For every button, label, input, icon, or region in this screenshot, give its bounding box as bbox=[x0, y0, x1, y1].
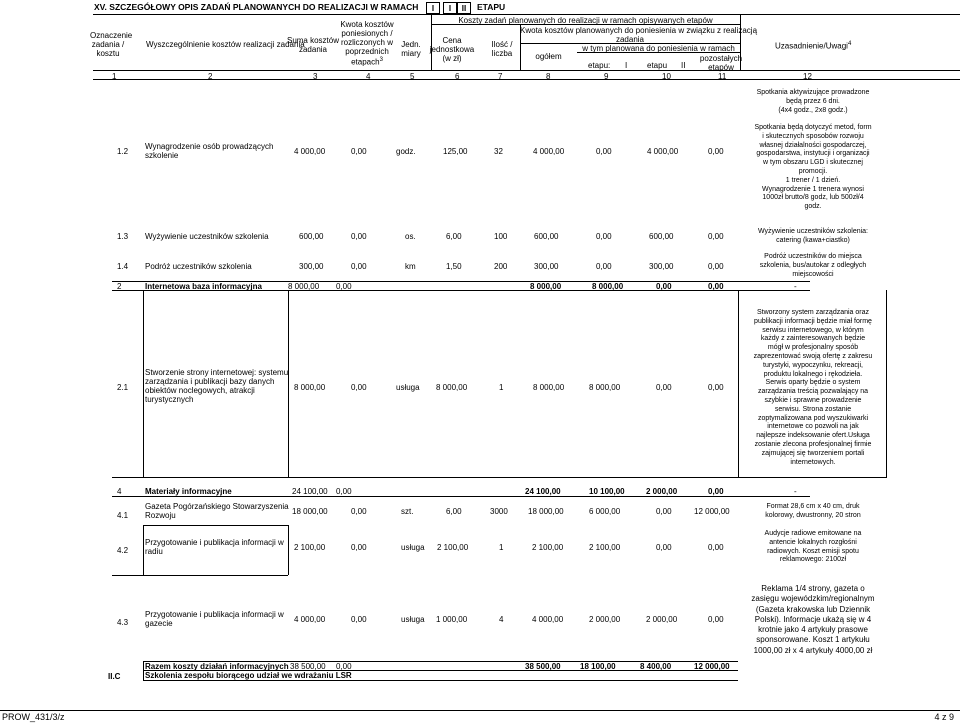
stage-box-3: II bbox=[457, 2, 471, 14]
footer-rule bbox=[0, 710, 960, 711]
row-2-1-kwota: 0,00 bbox=[351, 383, 367, 392]
razem-desc: Razem koszty działań informacyjnych bbox=[145, 662, 289, 671]
row-1-3-cena: 6,00 bbox=[446, 232, 462, 241]
col-ogolem: ogółem bbox=[535, 52, 562, 61]
row-4-2-note: Audycje radiowe emitowane na antencie lokalnych rozgłośni radiowych. Koszt emisji spotu reklamowego: 2100zł bbox=[764, 530, 862, 564]
row-1-3-etap2: 600,00 bbox=[649, 232, 674, 241]
row-1-4-ilosc: 200 bbox=[494, 262, 508, 271]
row-4-3-ilosc: 4 bbox=[499, 615, 504, 624]
row-4-3-jedn: usługa bbox=[401, 615, 425, 624]
row-1-3-note: Wyżywienie uczestników szkolenia: catering (kawa+ciastko) bbox=[757, 228, 869, 244]
row-2-1-cena: 8 000,00 bbox=[436, 383, 468, 392]
header-bottom-rule bbox=[93, 70, 960, 71]
row-1-4-etap2: 300,00 bbox=[649, 262, 674, 271]
row-2-1-jedn: usługa bbox=[396, 383, 420, 392]
col-num-3: 3 bbox=[313, 72, 318, 81]
col-etapu-1-num: I bbox=[625, 61, 628, 70]
col-num-8: 8 bbox=[546, 72, 551, 81]
row-1-3-suma: 600,00 bbox=[299, 232, 324, 241]
row-4-1-ogolem: 18 000,00 bbox=[528, 507, 564, 516]
row-4-1-kwota: 0,00 bbox=[351, 507, 367, 516]
row-1-4-ogolem: 300,00 bbox=[534, 262, 559, 271]
row-4-kwota: 0,00 bbox=[336, 487, 352, 496]
col-kwota: Kwota kosztów poniesionych / rozliczonych w poprzednich etapach$^3$ bbox=[340, 20, 394, 67]
row-4-3-pozost: 0,00 bbox=[708, 615, 724, 624]
row-1-3-pozost: 0,00 bbox=[708, 232, 724, 241]
row-4-1-suma: 18 000,00 bbox=[292, 507, 328, 516]
col-num-9: 9 bbox=[604, 72, 609, 81]
row-2-1-ilosc: 1 bbox=[499, 383, 504, 392]
row-4-1-ilosc: 3000 bbox=[490, 507, 508, 516]
row-2-1-etap2: 0,00 bbox=[656, 383, 672, 392]
row-1-2-suma: 4 000,00 bbox=[294, 147, 326, 156]
row-4-2-divider bbox=[143, 525, 144, 575]
footer-doc-id: PROW_431/3/z bbox=[2, 712, 65, 722]
col-num-10: 10 bbox=[662, 72, 671, 81]
row-1-4-etap1: 0,00 bbox=[596, 262, 612, 271]
row-4-3-kwota: 0,00 bbox=[351, 615, 367, 624]
row-2-suma: 8 000,00 bbox=[288, 282, 320, 291]
row-4-3-etap2: 2 000,00 bbox=[646, 615, 678, 624]
row-1-2-ogolem: 4 000,00 bbox=[533, 147, 565, 156]
row-1-3-kwota: 0,00 bbox=[351, 232, 367, 241]
w-tym-label: w tym planowana do poniesienia w ramach bbox=[582, 44, 735, 53]
row-4-3-num: 4.3 bbox=[117, 618, 129, 627]
col-etapu-2-label: etapu bbox=[647, 61, 668, 70]
row-4-1-jedn: szt. bbox=[401, 507, 414, 516]
col-wyszczegolnienie: Wyszczególnienie kosztów realizacji zadania bbox=[146, 40, 305, 49]
row-4-uwagi: - bbox=[794, 487, 797, 496]
row-2-etap1: 8 000,00 bbox=[592, 282, 624, 291]
row-1-2-kwota: 0,00 bbox=[351, 147, 367, 156]
razem-etap1: 18 100,00 bbox=[580, 662, 616, 671]
row-4-1-pozost: 12 000,00 bbox=[694, 507, 730, 516]
row-4-3-suma: 4 000,00 bbox=[294, 615, 326, 624]
row-4-1-etap1: 6 000,00 bbox=[589, 507, 621, 516]
row-1-2-desc: Wynagrodzenie osób prowadzących szkolenie bbox=[145, 142, 274, 160]
row-4-1-desc-rule bbox=[143, 525, 288, 526]
row-1-4-kwota: 0,00 bbox=[351, 262, 367, 271]
row-4-etap2: 2 000,00 bbox=[646, 487, 678, 496]
row-1-2-ilosc: 32 bbox=[494, 147, 503, 156]
row-1-2-note-top: Spotkania aktywizujące prowadzone będą przez 6 dni. (4x4 godz., 2x8 godz.) bbox=[756, 89, 870, 114]
row-2-num: 2 bbox=[117, 282, 122, 291]
page-title: XV. SZCZEGÓŁOWY OPIS ZADAŃ PLANOWANYCH DO REALIZACJI W RAMACH bbox=[94, 2, 419, 12]
numbers-rule bbox=[93, 79, 960, 80]
row-4-2-pozost: 0,00 bbox=[708, 543, 724, 552]
col-etapu-2-num: II bbox=[681, 61, 686, 70]
row-4-2-desc: Przygotowanie i publikacja informacji w radiu bbox=[145, 538, 284, 556]
row-4-desc: Materiały informacyjne bbox=[145, 487, 232, 496]
row-1-3-etap1: 0,00 bbox=[596, 232, 612, 241]
stage-box-1: I bbox=[426, 2, 440, 14]
col-num-11: 11 bbox=[718, 72, 727, 81]
row-1-4-jedn: km bbox=[405, 262, 416, 271]
row-4-2-cena: 2 100,00 bbox=[437, 543, 469, 552]
row-1-4-desc: Podróż uczestników szkolenia bbox=[145, 262, 252, 271]
row-1-4-pozost: 0,00 bbox=[708, 262, 724, 271]
row-1-2-etap1: 0,00 bbox=[596, 147, 612, 156]
row-4-3-cena: 1 000,00 bbox=[436, 615, 468, 624]
row-4-3-desc: Przygotowanie i publikacja informacji w gazecie bbox=[145, 610, 284, 628]
row-2-uwagi: - bbox=[794, 282, 797, 291]
row-4-1-etap2: 0,00 bbox=[656, 507, 672, 516]
row-2-pozost: 0,00 bbox=[708, 282, 724, 291]
row-2-1-num: 2.1 bbox=[117, 383, 129, 392]
row-1-2-jedn: godz. bbox=[396, 147, 416, 156]
row-4-bottom-rule bbox=[112, 496, 810, 497]
razem-ogolem: 38 500,00 bbox=[525, 662, 561, 671]
row-2-1-etap1: 8 000,00 bbox=[589, 383, 621, 392]
row-2-1-desc: Stworzenie strony internetowej: systemu zarządzania i publikacji bazy danych obiektów noclegowych, atrakcji turystycznych bbox=[145, 368, 289, 404]
iic-bottom-rule bbox=[143, 680, 738, 681]
sub-title: Kwota kosztów planowanych do poniesienia w związku z realizacją zadania bbox=[520, 26, 758, 44]
col-num-2: 2 bbox=[208, 72, 213, 81]
row-4-3-note: Reklama 1/4 strony, gazeta o zasięgu wojewódzkim/regionalnym (Gazeta krakowska lub Dziennik Polski). Informacje ukażą się w 4 krotnie jako 4 artykuły prasowe sponsorowane. Koszt 1 artykułu 1000,00 zł x 4 artykuły 4000,00 zł bbox=[751, 584, 875, 655]
row-2-1-note: Stworzony system zarządzania oraz publikacji informacji będzie miał formę serwisu internetowego, w którym każdy z zainteresowanych będzie mógł w profesjonalny sposób zaprezentować swoją ofertę z zakresu turystyki, wypoczynku, rekreacji, produktu lokalnego i rękodzieła. Serwis oparty będzie o system zarządzania treścią pozwalający na szybkie i sprawne prowadzenie serwisu. Strona zostanie zoptymalizowana pod wyszukiwarki internetowe co pozwoli na jak najlepsze indeksowanie ofert.Usługa zostanie zlecona profesjonalnej firmie zajmującej się tworzeniem portali internetowych. bbox=[753, 309, 873, 466]
row-4-2-etap2: 0,00 bbox=[656, 543, 672, 552]
row-1-4-num: 1.4 bbox=[117, 262, 129, 271]
row-4-pozost: 0,00 bbox=[708, 487, 724, 496]
col-etapu-1-label: etapu: bbox=[588, 61, 611, 70]
row-1-2-pozost: 0,00 bbox=[708, 147, 724, 156]
row-4-2-divider bbox=[288, 525, 289, 575]
row-4-2-bottom-rule bbox=[112, 575, 288, 576]
col-num-12: 12 bbox=[803, 72, 812, 81]
razem-kwota: 0,00 bbox=[336, 662, 352, 671]
row-2-1-suma: 8 000,00 bbox=[294, 383, 326, 392]
col-suma: Suma kosztów zadania bbox=[286, 36, 340, 54]
row-2-1-pozost: 0,00 bbox=[708, 383, 724, 392]
col-num-4: 4 bbox=[366, 72, 371, 81]
col-jedn: Jedn. miary bbox=[401, 40, 421, 58]
row-4-2-num: 4.2 bbox=[117, 546, 129, 555]
footer-page-number: 4 z 9 bbox=[934, 712, 954, 722]
col-uwagi: Uzasadnienie/Uwagi$^4$ bbox=[775, 41, 852, 51]
stage-box-2: I bbox=[443, 2, 457, 14]
row-4-1-cena: 6,00 bbox=[446, 507, 462, 516]
row-4-num: 4 bbox=[117, 487, 122, 496]
row-4-2-ogolem: 2 100,00 bbox=[532, 543, 564, 552]
row-4-2-ilosc: 1 bbox=[499, 543, 504, 552]
col-num-5: 5 bbox=[410, 72, 415, 81]
col-oznaczenie: Oznaczenie zadania / kosztu bbox=[90, 31, 133, 58]
col-num-6: 6 bbox=[455, 72, 460, 81]
row-4-2-suma: 2 100,00 bbox=[294, 543, 326, 552]
col-num-7: 7 bbox=[498, 72, 503, 81]
stage-word: ETAPU bbox=[477, 2, 506, 12]
row-1-2-num: 1.2 bbox=[117, 147, 129, 156]
row-2-1-bottom-rule bbox=[112, 477, 887, 478]
row-2-desc: Internetowa baza informacyjna bbox=[145, 282, 262, 291]
row-1-3-ilosc: 100 bbox=[494, 232, 508, 241]
row-1-2-note: Spotkania będą dotyczyć metod, form i skutecznych sposobów rozwoju własnej działalności gospodarczej, gospodarstwa, instytucji i organizacji w tym obszaru LGD i skutecznej promocji. 1 trener / 1 dzień. Wynagrodzenie 1 trenera wynosi 1000zł brutto/8 godz, lub 500zł/4 godz. bbox=[754, 124, 872, 211]
row-1-4-suma: 300,00 bbox=[299, 262, 324, 271]
row-1-4-note: Podróż uczestników do miejsca szkolenia, bus/autokar z odległych miejscowości bbox=[759, 253, 867, 278]
row-2-1-ogolem: 8 000,00 bbox=[533, 383, 565, 392]
row-1-3-num: 1.3 bbox=[117, 232, 129, 241]
row-1-3-desc: Wyżywienie uczestników szkolenia bbox=[145, 232, 269, 241]
row-4-1-desc: Gazeta Pogórzańskiego Stowarzyszenia Rozwoju bbox=[145, 502, 289, 520]
row-4-1-note: Format 28,6 cm x 40 cm, druk kolorowy, dwustronny, 20 stron bbox=[765, 503, 861, 519]
row-1-3-jedn: os. bbox=[405, 232, 416, 241]
row-2-ogolem: 8 000,00 bbox=[530, 282, 562, 291]
razem-pozost: 12 000,00 bbox=[694, 662, 730, 671]
row-iic-desc: Szkolenia zespołu biorącego udział we wdrażaniu LSR bbox=[145, 671, 352, 680]
razem-etap2: 8 400,00 bbox=[640, 662, 672, 671]
row-4-1-num: 4.1 bbox=[117, 511, 129, 520]
row-iic-num: II.C bbox=[108, 672, 121, 681]
row-1-2-etap2: 4 000,00 bbox=[647, 147, 679, 156]
row-4-ogolem: 24 100,00 bbox=[525, 487, 561, 496]
row-4-etap1: 10 100,00 bbox=[589, 487, 625, 496]
row-4-2-etap1: 2 100,00 bbox=[589, 543, 621, 552]
razem-suma: 38 500,00 bbox=[290, 662, 326, 671]
row-1-2-cena: 125,00 bbox=[443, 147, 468, 156]
col-num-1: 1 bbox=[112, 72, 117, 81]
row-1-3-ogolem: 600,00 bbox=[534, 232, 559, 241]
header-top-rule bbox=[93, 14, 960, 15]
razem-divider bbox=[143, 661, 144, 680]
col-pozostalych: pozostałych etapów bbox=[699, 54, 743, 72]
row-2-kwota: 0,00 bbox=[336, 282, 352, 291]
row-4-suma: 24 100,00 bbox=[292, 487, 328, 496]
row-4-2-kwota: 0,00 bbox=[351, 543, 367, 552]
row-4-3-etap1: 2 000,00 bbox=[589, 615, 621, 624]
row-2-1-divider bbox=[143, 290, 144, 477]
col-cena: Cena jednostkowa (w zł) bbox=[429, 36, 475, 63]
row-2-etap2: 0,00 bbox=[656, 282, 672, 291]
col-ilosc: Ilość / liczba bbox=[491, 40, 513, 58]
row-1-4-cena: 1,50 bbox=[446, 262, 462, 271]
row-4-3-ogolem: 4 000,00 bbox=[532, 615, 564, 624]
group-title: Koszty zadań planowanych do realizacji w ramach opisywanych etapów bbox=[458, 16, 713, 25]
row-4-2-jedn: usługa bbox=[401, 543, 425, 552]
